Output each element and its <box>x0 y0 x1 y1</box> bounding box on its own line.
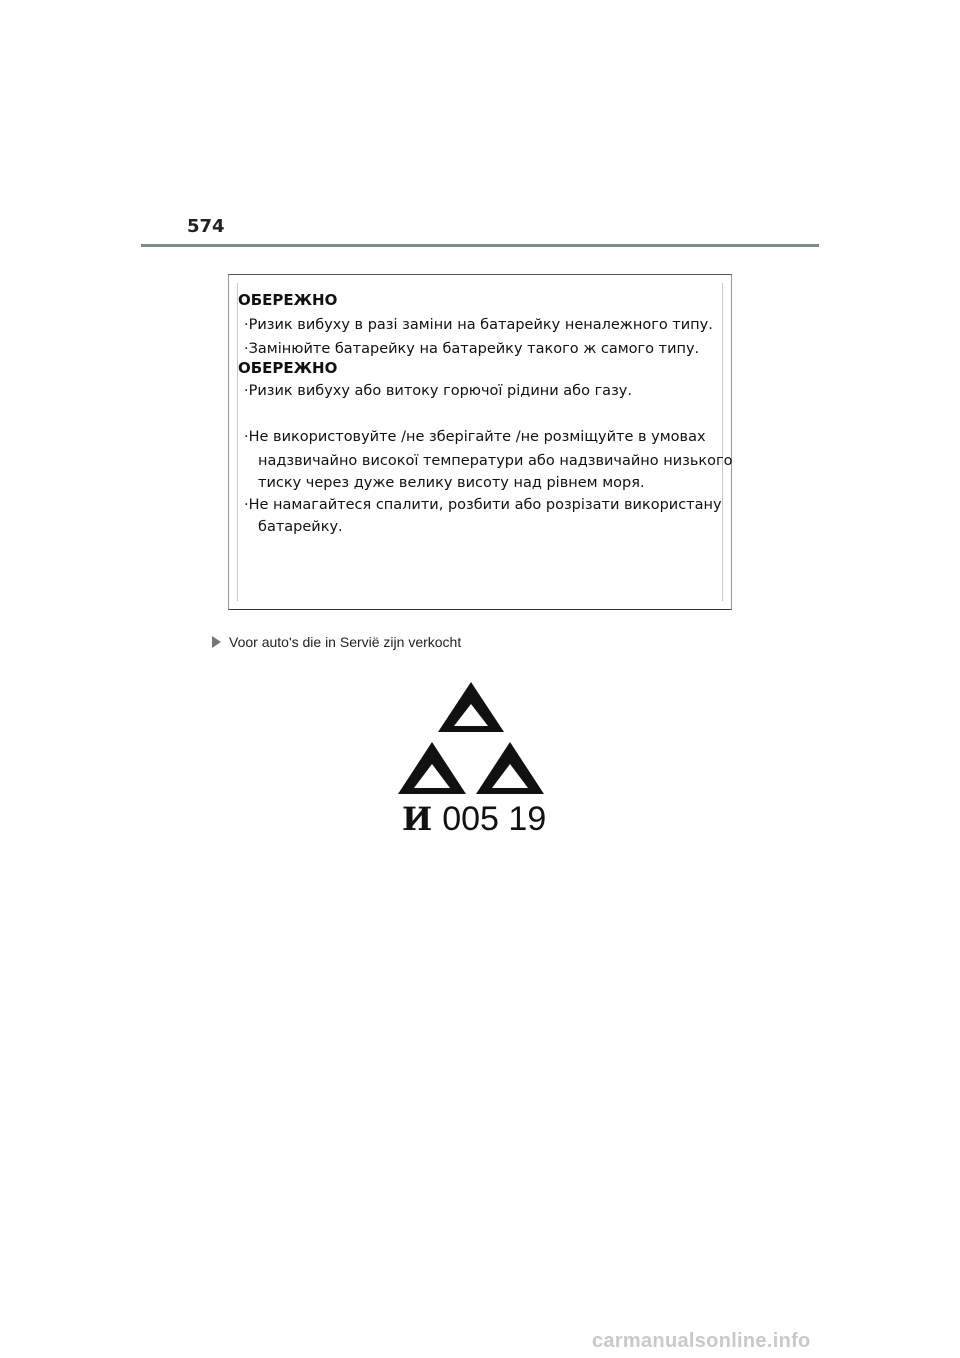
warning-line: надзвичайно високої температури або надзвичайно низького <box>258 453 733 469</box>
warning-heading: ОБЕРЕЖНО <box>238 291 338 309</box>
watermark: carmanualsonline.info <box>592 1330 811 1352</box>
certification-number: 005 19 <box>442 800 547 838</box>
section-note <box>212 634 461 650</box>
warning-line: ·Не використовуйте /не зберігайте /не розміщуйте в умовах <box>244 429 706 445</box>
header-rule <box>141 244 819 247</box>
warning-line: батарейку. <box>258 519 343 535</box>
section-label: Voor auto's die in Servië zijn verkocht <box>229 634 462 650</box>
warning-line: ·Замінюйте батарейку на батарейку такого ж самого типу. <box>244 341 700 357</box>
warning-box-inner <box>237 283 733 601</box>
warning-line: ·Ризик вибуху або витоку горючої рідини або газу. <box>244 383 632 399</box>
warning-line: тиску через дуже велику висоту над рівнем моря. <box>258 475 645 491</box>
warning-heading: ОБЕРЕЖНО <box>238 359 338 377</box>
certification-code <box>402 800 546 839</box>
page-number: 574 <box>187 216 225 237</box>
warning-line: ·Ризик вибуху в разі заміни на батарейку неналежного типу. <box>244 317 713 333</box>
warning-line: ·Не намагайтеся спалити, розбити або розрізати використану <box>244 497 722 513</box>
certification-prefix: И <box>402 800 433 838</box>
warning-box <box>228 274 732 610</box>
triangle-right-icon <box>212 636 221 648</box>
